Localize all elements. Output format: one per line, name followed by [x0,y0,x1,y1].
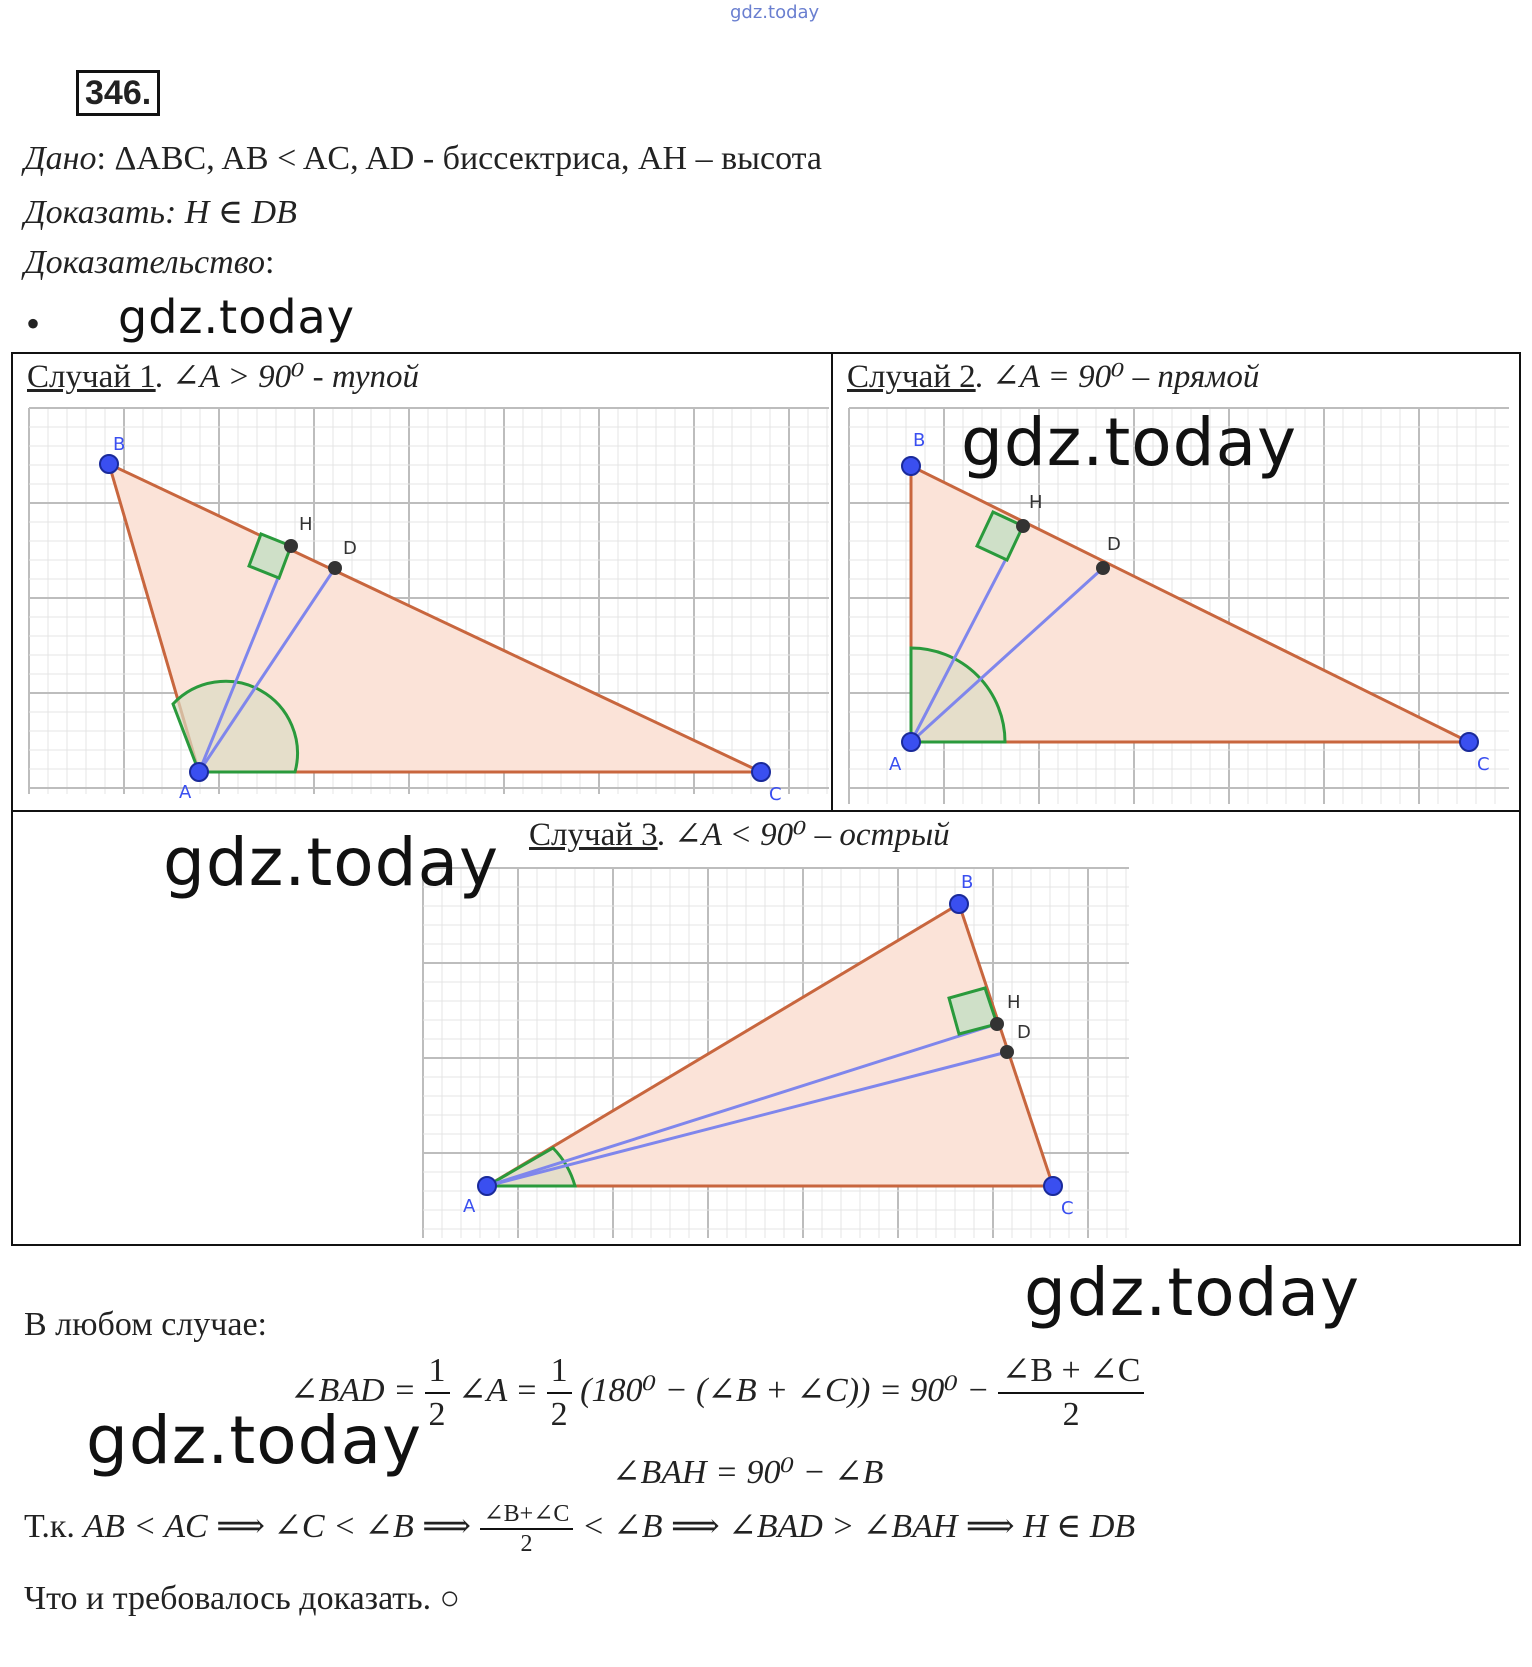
case-3-title [529,814,950,854]
watermark-5: gdz.today [86,1402,423,1479]
formula-bad-mid2: (180⁰ − (∠B + ∠C)) = 90⁰ − [580,1371,990,1409]
case-1-diagram [29,408,829,805]
conclusion-fraction [480,1500,574,1558]
watermark-1: gdz.today [118,290,355,344]
case-2-panel [831,352,1521,812]
case-2-label-D: D [1107,534,1121,555]
given-label: Дано [24,140,97,177]
proof-line [24,244,274,282]
case-3-panel [11,810,1521,1246]
case-1-title-label: Случай 1 [27,359,156,395]
case-1-point-H [284,539,298,553]
case-3-triangle [487,904,1053,1186]
case-3-point-A [478,1177,496,1195]
case-2-point-D [1096,561,1110,575]
case-3-point-C [1044,1177,1062,1195]
case-1-point-C [752,763,770,781]
case-2-title [847,356,1259,396]
case-1-point-A [190,763,208,781]
case-1-label-C: C [769,784,782,805]
case-2-label-C: C [1477,754,1490,775]
case-1-panel [11,352,833,812]
case-2-point-B [902,457,920,475]
formula-bad-half-2 [547,1350,572,1436]
proof-label: Доказательство [24,244,266,281]
half-1-numerator: 1 [425,1350,450,1394]
conclusion-prefix: Т.к. [24,1507,84,1545]
case-2-label-A: A [889,754,902,775]
case-1-label-D: D [343,538,357,559]
top-watermark: gdz.today [730,2,820,23]
half-2-denominator: 2 [550,1396,568,1433]
case-3-label-A: A [463,1196,476,1217]
formula-bad-lhs: ∠BAD = [290,1371,417,1409]
problem-number: 346. [76,70,160,116]
conclusion-line [24,1500,1135,1558]
case-3-label-C: C [1061,1198,1074,1219]
case-2-label-H: H [1029,492,1043,513]
case-3-label-H: H [1007,992,1021,1013]
qed-line: Что и требовалось доказать. ○ [24,1580,461,1617]
case-1-title-text: . ∠A > 90⁰ - тупой [155,359,419,395]
formula-bad-fraction [998,1350,1145,1436]
watermark-3: gdz.today [163,824,500,901]
conclusion-part1: AB < AC ⟹ ∠C < ∠B ⟹ [83,1507,472,1545]
case-2-label-B: B [913,430,926,451]
formula-bad-half-1 [425,1350,450,1436]
case-1-point-B [100,455,118,473]
prove-line [24,192,297,232]
case-3-point-B [950,895,968,913]
case-2-point-H [1016,519,1030,533]
bullet: • [26,301,41,346]
formula-bah: ∠BAH = 90⁰ − ∠B [612,1454,884,1491]
proof-colon: : [265,244,275,281]
case-2-point-A [902,733,920,751]
watermark-4: gdz.today [1024,1254,1361,1331]
case-1-point-D [328,561,342,575]
case-3-title-text: . ∠A < 90⁰ – острый [657,817,950,853]
half-1-denominator: 2 [428,1396,446,1433]
conclusion-fraction-numerator: ∠B+∠C [480,1500,574,1530]
given-line [24,140,822,178]
conclusion-fraction-denominator: 2 [520,1531,533,1557]
case-3-label-D: D [1017,1022,1031,1043]
case-3-label-B: B [961,872,974,893]
given-text: : ΔABC, AB < AC, AD - биссектриса, AH – высота [96,140,822,177]
case-3-diagram [423,868,1129,1238]
case-1-label-A: A [179,782,192,803]
case-1-label-H: H [299,514,313,535]
fraction-denominator: 2 [1062,1396,1080,1433]
case-2-title-label: Случай 2 [847,359,976,395]
prove-text: : H ∈ DB [164,194,297,231]
case-2-point-C [1460,733,1478,751]
formula-bad-mid1: ∠A = [458,1371,539,1409]
case-2-title-text: . ∠A = 90⁰ – прямой [975,359,1260,395]
half-2-numerator: 1 [547,1350,572,1394]
watermark-2: gdz.today [961,404,1298,481]
case-3-title-label: Случай 3 [529,817,658,853]
case-3-point-D [1000,1045,1014,1059]
case-1-title [27,356,419,396]
conclusion-part2: < ∠B ⟹ ∠BAD > ∠BAH ⟹ H ∈ DB [581,1507,1136,1545]
prove-label: Доказать [24,194,165,231]
any-case-line: В любом случае: [24,1306,267,1343]
case-1-label-B: B [113,434,126,455]
fraction-numerator: ∠B + ∠C [998,1350,1145,1394]
case-3-point-H [990,1017,1004,1031]
